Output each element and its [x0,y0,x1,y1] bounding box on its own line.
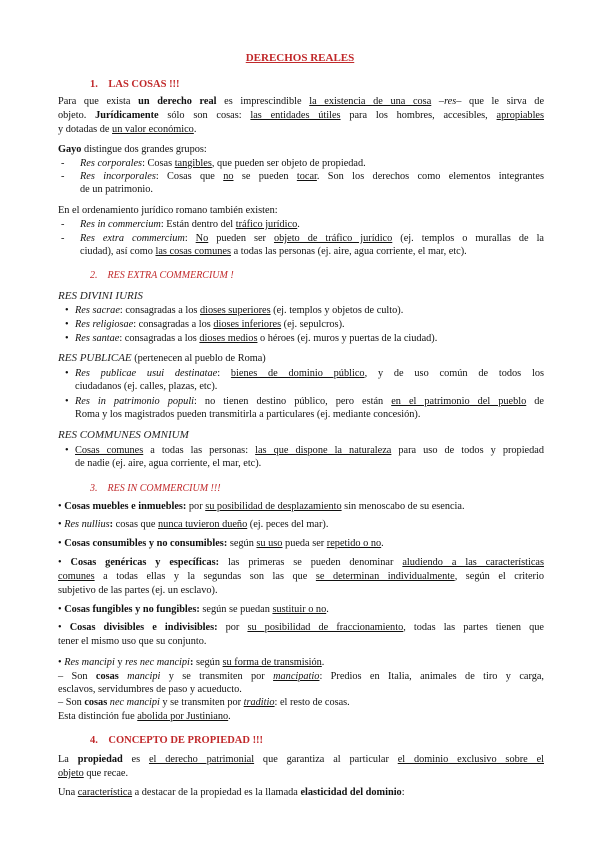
list-item: Cosas comunes a todas las personas: las que dispone la naturaleza para uso de todos y propiedad [75,445,544,456]
list-item-continuation: Esta distinción fue abolida por Justiniano. [58,711,231,722]
list-item-continuation: Roma y los magistrados pueden transmitirla a particulares (ej. mediante concesión). [75,409,421,420]
list-item: • Cosas muebles e inmuebles: por su posibilidad de desplazamiento sin menoscabo de su esencia. [58,501,465,512]
list-item: Res sacrae: consagradas a los dioses superiores (ej. templos y objetos de culto). [75,305,404,316]
section-3-number: 3. [90,483,98,494]
list-dash: - [61,233,65,244]
paragraph-line: Una característica a destacar de la propiedad es la llamada elasticidad del dominio: [58,787,405,798]
bullet: • [65,445,69,456]
section-4-heading [90,734,263,747]
section-1-number: 1. [90,79,98,90]
bullet: • [65,396,69,407]
list-item: • Res nullius: cosas que nunca tuvieron dueño (ej. peces del mar). [58,519,329,530]
list-item-continuation: – Son cosas mancipi y se transmiten por mancipatio: Predios en Italia, animales de tiro y carga, [58,671,544,682]
list-item: Res in patrimonio populi: no tienen destino público, pero están en el patrimonio del pueblo de [75,396,544,407]
ordenamiento-intro: En el ordenamiento jurídico romano también existen: [58,205,278,216]
paragraph-line: Para que exista un derecho real es imprescindible la existencia de una cosa –res– que le sirva de [58,96,545,107]
section-2-number: 2. [90,270,98,281]
list-item-continuation: de nadie (ej. aire, agua corriente, el mar, etc). [75,458,262,469]
list-item: Res in commercium: Están dentro del tráfico jurídico. [80,219,300,230]
list-item-continuation: tener el mismo uso que su conjunto. [58,636,207,647]
paragraph-line: objeto que recae. [58,768,129,779]
section-3-title: RES IN COMMERCIUM !!! [107,483,221,494]
subheading-publicae: RES PUBLICAE (pertenecen al pueblo de Roma) [58,352,266,364]
paragraph-line: y dotadas de un valor económico. [58,124,197,135]
list-item: Res corporales: Cosas tangibles, que pueden ser objeto de propiedad. [80,158,366,169]
section-2-heading [90,269,234,282]
list-item: • Res mancipi y res nec mancipi: según su forma de transmisión. [58,657,325,668]
bullet: • [65,333,69,344]
list-item: Res publicae usui destinatae: bienes de dominio público, y de uso común de todos los [75,368,545,379]
list-item-continuation: ciudad), así como las cosas comunes a todas las personas (ej. aire, agua corriente, el mar, etc). [80,246,467,257]
list-dash: - [61,171,65,182]
gayo-intro: Gayo distingue dos grandes grupos: [58,144,207,155]
list-item: Res incorporales: Cosas que no se pueden tocar. Son los derechos como elementos integrantes [80,171,544,182]
list-item-continuation: ciudadanos (ej. calles, plazas, etc). [75,381,218,392]
list-dash: - [61,158,65,169]
section-1-title: LAS COSAS !!! [108,79,180,90]
subheading-divini-iuris: RES DIVINI IURIS [58,290,143,302]
list-item: Res extra commercium: No pueden ser objeto de tráfico jurídico (ej. templos o murallas de la [80,233,544,244]
paragraph-line: La propiedad es el derecho patrimonial que garantiza al particular el dominio exclusivo sobre el [58,754,544,765]
list-item-continuation: – Son cosas nec mancipi y se transmiten por traditio: el resto de cosas. [58,697,350,708]
section-3-heading [90,482,221,495]
paragraph-line: objeto. Jurídicamente sólo son cosas: las entidades útiles para los hombres, accesibles, apropiables [58,110,545,121]
section-1-heading [90,78,180,91]
list-item: • Cosas genéricas y específicas: las primeras se pueden denominar aludiendo a las características [58,557,544,568]
section-2-title: RES EXTRA COMMERCIUM ! [107,270,234,281]
section-4-number: 4. [90,735,98,746]
bullet: • [65,305,69,316]
list-dash: - [61,219,65,230]
list-item: Res santae: consagradas a los dioses medios o héroes (ej. muros y puertas de la ciudad). [75,333,438,344]
list-item-continuation: subjetivo de las partes (ej. un esclavo). [58,585,218,596]
list-item: • Cosas divisibles e indivisibles: por su posibilidad de fraccionamiento, todas las partes tienen que [58,622,544,633]
list-item-continuation: esclavos, servidumbres de paso y acueducto. [58,684,242,695]
list-item: • Cosas consumibles y no consumibles: según su uso pueda ser repetido o no. [58,538,384,549]
subheading-communes-omnium: RES COMMUNES OMNIUM [58,429,189,441]
list-item-continuation: comunes a todas ellas y la segundas son las que se determinan individualmente, según el criterio [58,571,544,582]
list-item: Res religiosae: consagradas a los dioses inferiores (ej. sepulcros). [75,319,345,330]
list-item-continuation: de un patrimonio. [80,184,153,195]
page-title: DERECHOS REALES [245,52,355,64]
bullet: • [65,368,69,379]
section-4-title: CONCEPTO DE PROPIEDAD !!! [108,735,264,746]
bullet: • [65,319,69,330]
list-item: • Cosas fungibles y no fungibles: según se puedan sustituir o no. [58,604,329,615]
